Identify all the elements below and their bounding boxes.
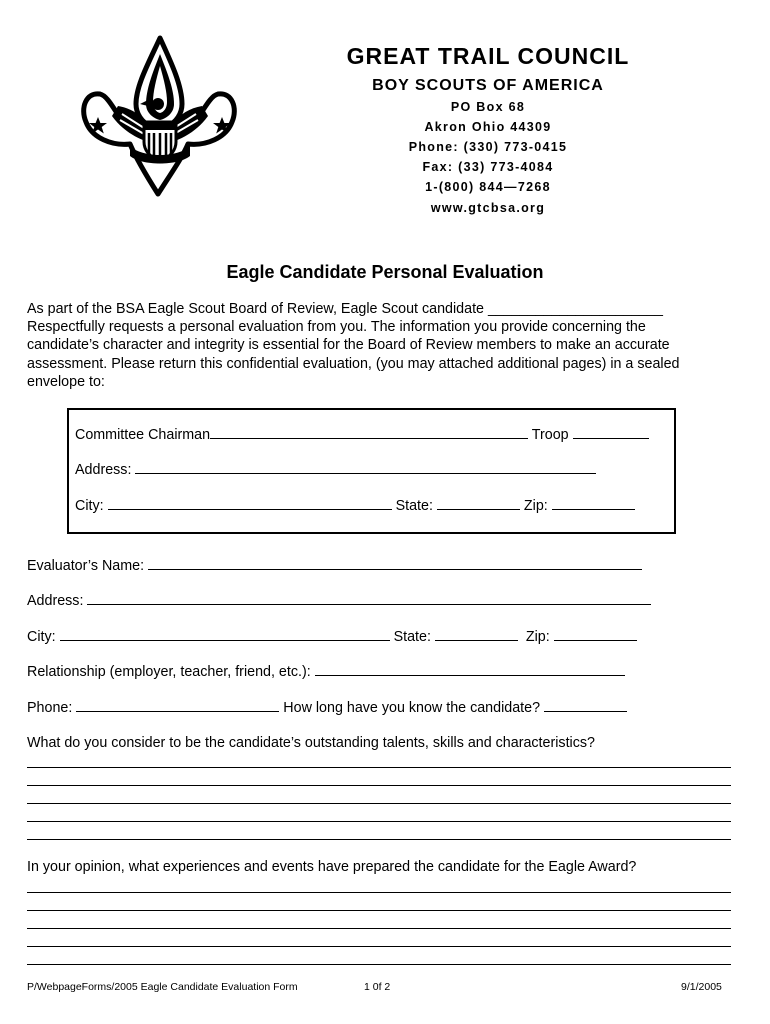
relationship-label: Relationship (employer, teacher, friend, etc.):: [27, 664, 311, 680]
answer-line[interactable]: [27, 767, 731, 768]
address-fax: Fax: (33) 773-4084: [422, 160, 554, 174]
evaluator-city-label: City:: [27, 629, 56, 645]
evaluator-city-field[interactable]: [60, 628, 390, 641]
answer-line[interactable]: [27, 839, 731, 840]
answer-line[interactable]: [27, 892, 731, 893]
answer-line[interactable]: [27, 910, 731, 911]
intro-line: assessment. Please return this confidential evaluation, (you may attached additional pages) in a sealed: [27, 355, 680, 372]
box-city-field[interactable]: [108, 497, 392, 510]
website: www.gtcbsa.org: [430, 201, 546, 215]
answer-line[interactable]: [27, 785, 731, 786]
box-zip-label: Zip:: [523, 498, 548, 514]
phone-field[interactable]: [76, 699, 279, 712]
committee-chairman-label: Committee Chairman: [75, 427, 211, 443]
footer-page-number: 1 0f 2: [364, 981, 391, 993]
how-long-field[interactable]: [544, 699, 627, 712]
troop-field[interactable]: [573, 426, 649, 439]
answer-line[interactable]: [27, 964, 731, 965]
evaluator-state-label: State:: [393, 629, 431, 645]
footer-path: P/WebpageForms/2005 Eagle Candidate Evaluation Form: [27, 981, 298, 993]
relationship-field[interactable]: [315, 663, 625, 676]
question-experiences: In your opinion, what experiences and events have prepared the candidate for the Eagle Award?: [27, 859, 637, 875]
answer-line[interactable]: [27, 928, 731, 929]
box-address-field[interactable]: [135, 461, 596, 474]
intro-line: envelope to:: [27, 373, 105, 390]
evaluator-zip-label: Zip:: [525, 629, 550, 645]
address-city: Akron Ohio 44309: [424, 120, 552, 134]
evaluator-zip-field[interactable]: [554, 628, 637, 641]
mailing-address-box: [67, 408, 676, 534]
bsa-emblem-logo: [78, 34, 243, 199]
answer-line[interactable]: [27, 803, 731, 804]
question-talents: What do you consider to be the candidate’s outstanding talents, skills and characteristics?: [27, 735, 595, 751]
phone-label: Phone:: [27, 700, 73, 716]
box-address-label: Address:: [75, 462, 132, 478]
answer-line[interactable]: [27, 946, 731, 947]
box-city-label: City:: [75, 498, 104, 514]
how-long-label: How long have you know the candidate?: [283, 700, 541, 716]
committee-chairman-field[interactable]: [210, 426, 528, 439]
council-name: GREAT TRAIL COUNCIL: [346, 43, 630, 69]
box-zip-field[interactable]: [552, 497, 635, 510]
form-title: Eagle Candidate Personal Evaluation: [226, 262, 544, 282]
evaluator-name-field[interactable]: [148, 557, 642, 570]
box-state-field[interactable]: [437, 497, 520, 510]
answer-line[interactable]: [27, 821, 731, 822]
evaluator-address-field[interactable]: [87, 592, 651, 605]
box-state-label: State:: [395, 498, 433, 514]
intro-line: Respectfully requests a personal evaluation from you. The information you provide concerning the: [27, 319, 646, 336]
evaluator-name-label: Evaluator’s Name:: [27, 558, 145, 574]
evaluator-state-field[interactable]: [435, 628, 518, 641]
intro-paragraph: [27, 300, 732, 391]
evaluator-address-label: Address:: [27, 593, 84, 609]
footer-date: 9/1/2005: [681, 981, 722, 993]
organization-name: BOY SCOUTS OF AMERICA: [372, 77, 604, 94]
address-tollfree: 1-(800) 844—7268: [425, 180, 551, 194]
address-po-box: PO Box 68: [450, 100, 526, 114]
intro-line: As part of the BSA Eagle Scout Board of Review, Eagle Scout candidate ______________________: [27, 301, 663, 317]
troop-label: Troop: [531, 427, 569, 443]
intro-line: candidate’s character and integrity is essential for the Board of Review members to make an accurate: [27, 337, 670, 354]
address-phone: Phone: (330) 773-0415: [408, 140, 568, 154]
